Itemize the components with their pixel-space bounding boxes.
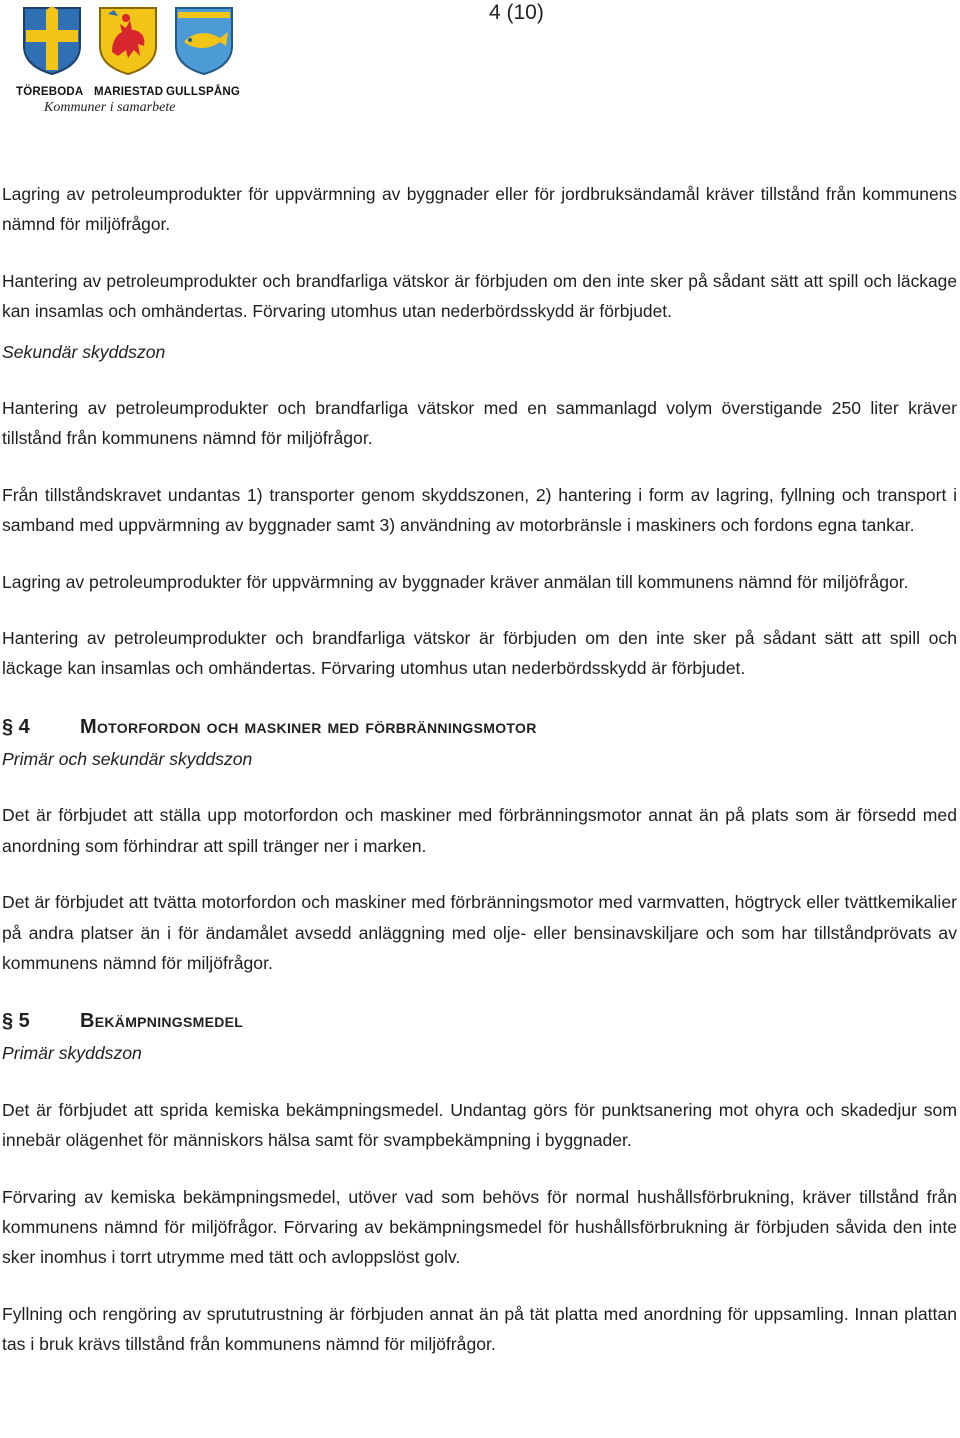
section-title: Motorfordon och maskiner med förbränningsmotor [80, 715, 537, 738]
paragraph: Hantering av petroleumprodukter och brandfarliga vätskor är förbjuden om den inte sker på sådant sätt att spill och läckage kan insamlas och omhändertas. Förvaring utomhus utan nederbördsskydd är förbjudet. [2, 270, 957, 322]
logo-tagline: Kommuner i samarbete [44, 100, 176, 115]
section-number: § 4 [2, 715, 30, 738]
section-number: § 5 [2, 1010, 30, 1033]
section-title: Bekämpningsmedel [80, 1010, 244, 1033]
section-heading-4 [2, 710, 957, 744]
paragraph: Lagring av petroleumprodukter för uppvärmning av byggnader kräver anmälan till kommunens nämnd för miljöfrågor. [2, 571, 909, 592]
paragraph: Det är förbjudet att sprida kemiska bekämpningsmedel. Undantag görs för punktsanering mot ohyra och skadedjur som innebär olägenhet för människors hälsa samt för svampbekämpning i byggnader. [2, 1099, 957, 1151]
paragraph: Hantering av petroleumprodukter och brandfarliga vätskor med en sammanlagd volym överstigande 250 liter kräver tillstånd från kommunens nämnd för miljöfrågor. [2, 398, 957, 449]
municipality-gullspang: GULLSPÅNG [166, 86, 240, 98]
municipality-toreboda: TÖREBODA [16, 86, 84, 98]
paragraph: Det är förbjudet att ställa upp motorfordon och maskiner med förbränningsmotor annat än på plats som är försedd med anordning som förhindrar att spill tränger ner i marken. [2, 805, 957, 856]
paragraph: Hantering av petroleumprodukter och brandfarliga vätskor är förbjuden om den inte sker på sådant sätt att spill och läckage kan insamlas och omhändertas. Förvaring utomhus utan nederbördsskydd är förbjudet. [2, 628, 957, 679]
paragraph: Från tillståndskravet undantas 1) transporter genom skyddszonen, 2) hantering i form av lagring, fyllning och transport i samband med uppvärmning av byggnader samt 3) användning av motorbränsle i maskiners och fordons egna tankar. [2, 484, 957, 536]
toreboda-shield-icon [22, 6, 82, 76]
section-heading-5 [2, 1004, 957, 1038]
gullspang-shield-icon [174, 6, 234, 76]
document-body [2, 179, 957, 1386]
paragraph: Lagring av petroleumprodukter för uppvärmning av byggnader eller för jordbruksändamål kräver tillstånd från kommunens nämnd för miljöfrågor. [2, 184, 957, 235]
municipality-mariestad: MARIESTAD [94, 86, 164, 98]
paragraph: Fyllning och rengöring av sprututrustning är förbjuden annat än på tät platta med anordning för uppsamling. Innan plattan tas i bruk krävs tillstånd från kommunens nämnd för miljöfrågor. [2, 1303, 957, 1355]
municipal-logo [14, 6, 240, 115]
page-number: 4 (10) [489, 1, 544, 24]
mariestad-shield-icon [98, 6, 158, 76]
zone-subheading: Primär skyddszon [2, 1043, 142, 1064]
paragraph: Det är förbjudet att tvätta motorfordon och maskiner med förbränningsmotor med varmvatten, högtryck eller tvättkemikalier på andra platser än i för ändamålet avsedd anläggning med olje- eller bensinavskiljare och som har tillståndprövats av kommunens nämnd för miljöfrågor. [2, 892, 957, 973]
zone-subheading: Primär och sekundär skyddszon [2, 748, 253, 769]
paragraph: Förvaring av kemiska bekämpningsmedel, utöver vad som behövs för normal hushållsförbrukning, kräver tillstånd från kommunens nämnd för miljöfrågor. Förvaring av bekämpningsmedel för hushållsförbrukning är förbjuden såvida den inte sker inomhus i torrt utrymme med tätt och avloppslöst golv. [2, 1186, 957, 1268]
zone-subheading: Sekundär skyddszon [2, 341, 166, 362]
